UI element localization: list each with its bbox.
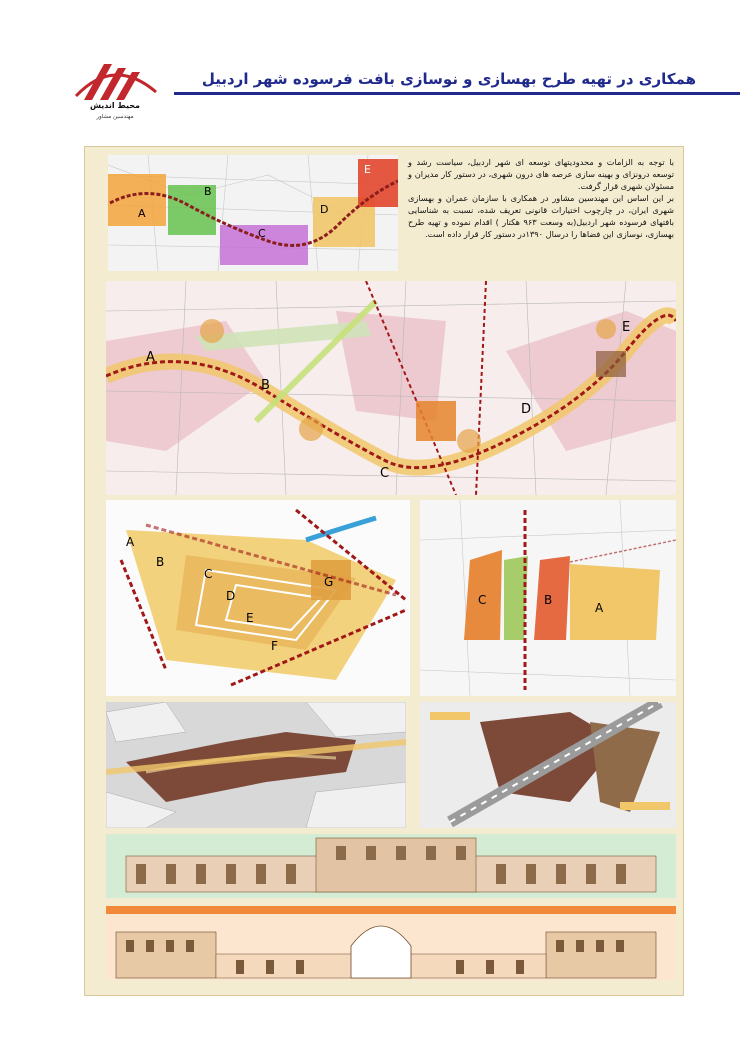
block-plan-map <box>106 500 410 696</box>
svg-text:C: C <box>478 593 487 607</box>
svg-text:C: C <box>258 227 266 240</box>
svg-text:C: C <box>380 466 390 481</box>
svg-text:D: D <box>226 589 236 603</box>
page-title: همکاری در تهیه طرح بهسازی و نوسازی بافت فرسوده شهر اردبیل <box>201 70 696 88</box>
facade-elevation-bottom <box>106 906 676 980</box>
svg-text:A: A <box>595 601 604 615</box>
description-paragraph: با توجه به الزامات و محدودیتهای توسعه ای شهر اردبیل، سیاست رشد و توسعه درونزای و بهینه سازی عرصه های درون شهری، در دستور کار مدیران و مسئولان شهری قرار گرفت. <box>408 157 674 191</box>
logo-subtitle: مهندسین مشاور <box>96 114 134 120</box>
svg-text:B: B <box>261 378 270 393</box>
junction-plan-map <box>420 500 676 696</box>
key-map <box>108 155 398 271</box>
svg-text:B: B <box>156 555 165 569</box>
svg-text:A: A <box>146 350 155 365</box>
description-paragraph: بر این اساس این مهندسین مشاور در همکاری با سازمان عمران و بهسازی شهری ایران، در چارچوب اختیارات قانونی تعریف شده، نسبت به شناسایی بافتهای فرسوده شهر اردبیل(به وسعت ۹۶۳ هکتار ) اقدام نموده و تهیه طرح بهسازی، نوسازی این فضاها را درسال ۱۳۹۰در دستور کار قرار داده است. <box>408 193 674 239</box>
corridor-map <box>106 281 676 495</box>
svg-text:G: G <box>324 575 334 589</box>
svg-text:D: D <box>521 402 532 417</box>
svg-text:E: E <box>622 320 631 335</box>
svg-text:B: B <box>204 185 212 198</box>
svg-text:F: F <box>271 639 278 653</box>
description-text <box>408 156 674 240</box>
svg-text:C: C <box>204 567 213 581</box>
svg-text:A: A <box>126 535 135 549</box>
title-underline <box>174 92 740 95</box>
svg-text:E: E <box>364 163 371 176</box>
svg-text:A: A <box>138 207 146 220</box>
facade-elevation-top <box>106 834 676 898</box>
svg-text:B: B <box>544 593 553 607</box>
logo-name: محیط اندیش <box>89 101 140 110</box>
svg-text:D: D <box>320 203 329 216</box>
massing-render-left <box>106 702 406 828</box>
svg-text:E: E <box>246 611 254 625</box>
massing-render-right <box>420 702 676 828</box>
